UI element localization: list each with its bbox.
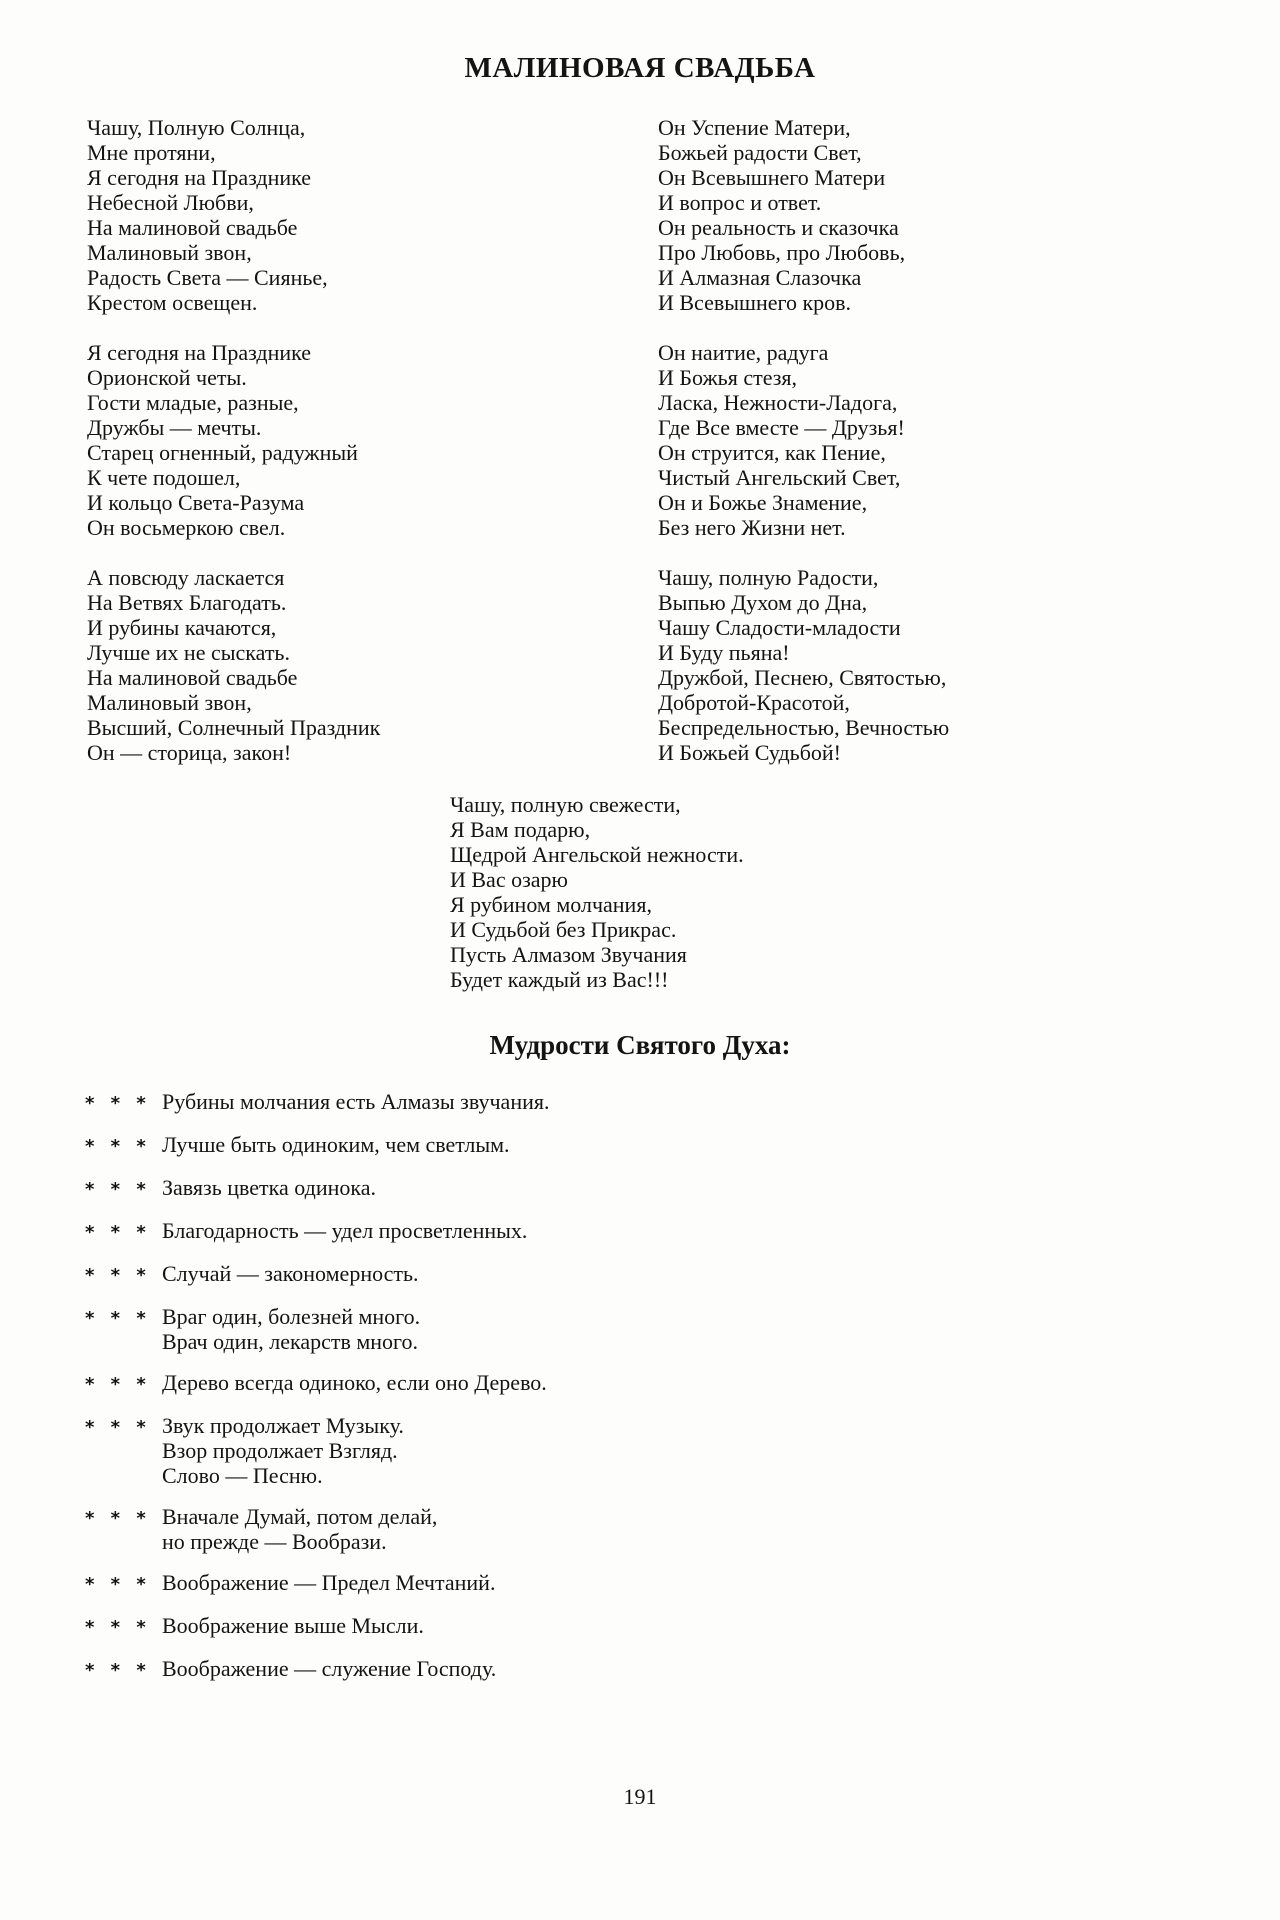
wisdom-text <box>162 1370 547 1397</box>
asterism-marker: * * * <box>85 1508 151 1529</box>
poem-line: Чашу Сладости-младости <box>658 615 901 640</box>
poem-line: Беспредельностью, Вечностью <box>658 715 950 740</box>
poem-left-column <box>87 115 380 765</box>
poem-line: Чашу, полную свежести, <box>450 792 681 817</box>
asterism-marker: * * * <box>85 1136 151 1157</box>
wisdom-line: Лучше быть одиноким, чем светлым. <box>162 1132 510 1157</box>
poem-line: Высший, Солнечный Праздник <box>87 715 381 740</box>
wisdom-text <box>162 1261 419 1288</box>
wisdom-item <box>85 1218 1185 1245</box>
wisdom-item <box>85 1656 1185 1683</box>
poem-line: Пусть Алмазом Звучания <box>450 942 687 967</box>
poem-line: Он реальность и сказочка <box>658 215 899 240</box>
wisdom-text <box>162 1175 376 1202</box>
wisdom-line: но прежде — Вообрази. <box>162 1529 387 1554</box>
poem-line: И кольцо Света-Разума <box>87 490 305 515</box>
poem-line: Он наитие, радуга <box>658 340 829 365</box>
poem-final-stanza <box>450 792 744 992</box>
wisdom-item <box>85 1370 1185 1397</box>
poem-line: На малиновой свадьбе <box>87 665 298 690</box>
poem-line: Дружбой, Песнею, Святостью, <box>658 665 947 690</box>
poem-stanza <box>658 565 949 765</box>
poem-line: И Божьей Судьбой! <box>658 740 842 765</box>
wisdom-line: Дерево всегда одиноко, если оно Дерево. <box>162 1370 547 1395</box>
wisdom-list <box>85 1089 1185 1683</box>
wisdom-line: Взор продолжает Взгляд. <box>162 1438 398 1463</box>
asterism-marker: * * * <box>85 1374 151 1395</box>
poem-line: И вопрос и ответ. <box>658 190 822 215</box>
poem-line: Выпью Духом до Дна, <box>658 590 868 615</box>
poem-line: На малиновой свадьбе <box>87 215 298 240</box>
poem-line: Он Успение Матери, <box>658 115 851 140</box>
poem-line: Чашу, Полную Солнца, <box>87 115 306 140</box>
wisdom-line: Благодарность — удел просветленных. <box>162 1218 528 1243</box>
wisdom-line: Рубины молчания есть Алмазы звучания. <box>162 1089 550 1114</box>
wisdom-item <box>85 1613 1185 1640</box>
poem-line: Я рубином молчания, <box>450 892 652 917</box>
poem-stanza <box>658 115 949 315</box>
asterism-marker: * * * <box>85 1417 151 1438</box>
poem-line: Щедрой Ангельской нежности. <box>450 842 744 867</box>
wisdom-text <box>162 1504 437 1554</box>
poem-line: Он восьмеркою свел. <box>87 515 286 540</box>
poem-line: Где Все вместе — Друзья! <box>658 415 905 440</box>
poem-line: На Ветвях Благодать. <box>87 590 287 615</box>
wisdom-text <box>162 1613 424 1640</box>
poem-line: Он Всевышнего Матери <box>658 165 886 190</box>
wisdom-item <box>85 1304 1185 1354</box>
poem-line: Гости младые, разные, <box>87 390 299 415</box>
wisdom-line: Врач один, лекарств много. <box>162 1329 419 1354</box>
poem-line: И Божья стезя, <box>658 365 798 390</box>
wisdom-item <box>85 1175 1185 1202</box>
asterism-marker: * * * <box>85 1574 151 1595</box>
poem-line: Ласка, Нежности-Ладога, <box>658 390 898 415</box>
poem-line: Небесной Любви, <box>87 190 254 215</box>
poem-line: Я сегодня на Празднике <box>87 340 312 365</box>
asterism-marker: * * * <box>85 1660 151 1681</box>
poem-line: Он струится, как Пение, <box>658 440 886 465</box>
wisdom-text <box>162 1413 404 1488</box>
asterism-marker: * * * <box>85 1093 151 1114</box>
poem-line: И Буду пьяна! <box>658 640 790 665</box>
page-number: 191 <box>623 1784 657 1809</box>
poem-line: А повсюду ласкается <box>87 565 285 590</box>
poem-line: Божьей радости Свет, <box>658 140 862 165</box>
wisdom-text <box>162 1132 510 1159</box>
poem-line: И Судьбой без Прикрас. <box>450 917 677 942</box>
wisdom-heading: Мудрости Святого Духа: <box>489 1030 791 1060</box>
wisdom-text <box>162 1218 527 1245</box>
wisdom-item <box>85 1504 1185 1554</box>
poem-line: Малиновый звон, <box>87 690 252 715</box>
poem-line: Орионской четы. <box>87 365 247 390</box>
wisdom-text <box>162 1304 420 1354</box>
poem-line: Он — сторица, закон! <box>87 740 292 765</box>
wisdom-text <box>162 1089 550 1116</box>
asterism-marker: * * * <box>85 1179 151 1200</box>
poem-line: И рубины качаются, <box>87 615 277 640</box>
poem-title: МАЛИНОВАЯ СВАДЬБА <box>464 52 816 84</box>
poem-line: Будет каждый из Вас!!! <box>450 967 669 992</box>
wisdom-line: Слово — Песню. <box>162 1463 323 1488</box>
poem-line: И Всевышнего кров. <box>658 290 852 315</box>
poem-line: Мне протяни, <box>87 140 216 165</box>
poem-line: Без него Жизни нет. <box>658 515 846 540</box>
wisdom-line: Звук продолжает Музыку. <box>162 1413 404 1438</box>
poem-line: Я сегодня на Празднике <box>87 165 312 190</box>
wisdom-line: Враг один, болезней много. <box>162 1304 421 1329</box>
poem-line: И Вас озарю <box>450 867 568 892</box>
poem-stanza <box>87 565 380 765</box>
poem-line: К чете подошел, <box>87 465 241 490</box>
wisdom-line: Воображение — служение Господу. <box>162 1656 497 1681</box>
asterism-marker: * * * <box>85 1308 151 1329</box>
asterism-marker: * * * <box>85 1265 151 1286</box>
poem-line: Лучше их не сыскать. <box>87 640 290 665</box>
poem-line: Я Вам подарю, <box>450 817 591 842</box>
poem-line: И Алмазная Слазочка <box>658 265 862 290</box>
poem-line: Добротой-Красотой, <box>658 690 850 715</box>
wisdom-text <box>162 1656 496 1683</box>
wisdom-item <box>85 1132 1185 1159</box>
poem-line: Радость Света — Сиянье, <box>87 265 328 290</box>
asterism-marker: * * * <box>85 1617 151 1638</box>
poem-line: Малиновый звон, <box>87 240 252 265</box>
poem-stanza <box>87 115 380 315</box>
wisdom-item <box>85 1570 1185 1597</box>
poem-line: Дружбы — мечты. <box>87 415 262 440</box>
poem-line: Крестом освещен. <box>87 290 258 315</box>
poem-line: Чистый Ангельский Свет, <box>658 465 901 490</box>
wisdom-item <box>85 1413 1185 1488</box>
wisdom-line: Вначале Думай, потом делай, <box>162 1504 438 1529</box>
wisdom-line: Завязь цветка одинока. <box>162 1175 376 1200</box>
poem-line: Чашу, полную Радости, <box>658 565 879 590</box>
poem-line: Про Любовь, про Любовь, <box>658 240 906 265</box>
asterism-marker: * * * <box>85 1222 151 1243</box>
wisdom-item <box>85 1261 1185 1288</box>
poem-line: Он и Божье Знамение, <box>658 490 868 515</box>
poem-right-column <box>658 115 949 765</box>
wisdom-line: Воображение выше Мысли. <box>162 1613 424 1638</box>
poem-stanza <box>658 340 949 540</box>
poem-line: Старец огненный, радужный <box>87 440 358 465</box>
wisdom-text <box>162 1570 495 1597</box>
wisdom-line: Воображение — Предел Мечтаний. <box>162 1570 496 1595</box>
poem-stanza <box>87 340 380 540</box>
wisdom-line: Случай — закономерность. <box>162 1261 419 1286</box>
wisdom-item <box>85 1089 1185 1116</box>
